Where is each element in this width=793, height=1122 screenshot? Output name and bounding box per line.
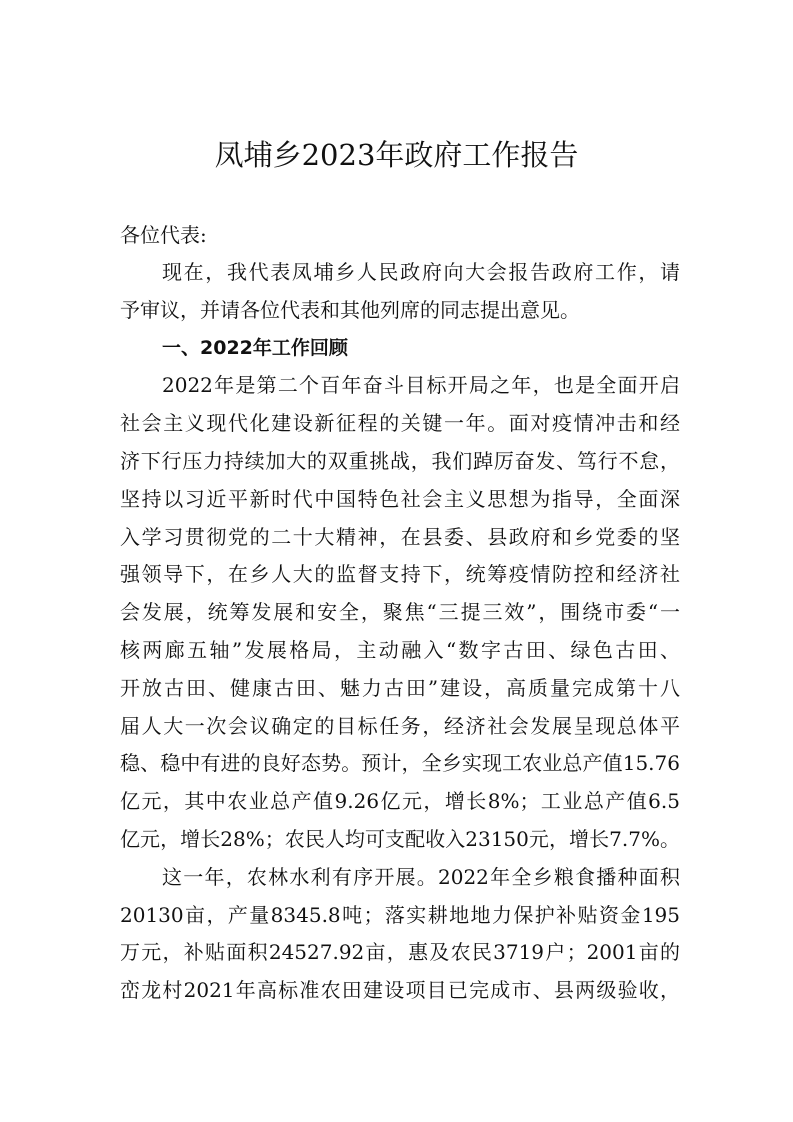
paragraph-line: 开放古田、健康古田、魅力古田”建设，高质量完成第十八 xyxy=(120,675,680,700)
paragraph-line: 坚持以习近平新时代中国特色社会主义思想为指导，全面深 xyxy=(120,486,680,511)
paragraph-line: 亿元，其中农业总产值9.26亿元，增长8%；工业总产值6.5 xyxy=(120,789,680,814)
paragraph-line: 核两廊五轴”发展格局，主动融入“数字古田、绿色古田、 xyxy=(120,638,680,662)
paragraph-line: 届人大一次会议确定的目标任务，经济社会发展呈现总体平 xyxy=(120,713,680,738)
paragraph-line: 亿元，增长28%；农民人均可支配收入23150元，增长7.7%。 xyxy=(120,827,680,851)
paragraph-line: 入学习贯彻党的二十大精神，在县委、县政府和乡党委的坚 xyxy=(120,524,680,549)
paragraph-line: 这一年，农林水利有序开展。2022年全乡粮食播种面积 xyxy=(162,864,680,889)
salutation: 各位代表: xyxy=(120,223,207,247)
paragraph-line: 2022年是第二个百年奋斗目标开局之年，也是全面开启 xyxy=(162,373,680,398)
section-heading: 一、2022年工作回顾 xyxy=(162,336,348,359)
paragraph-line: 济下行压力持续加大的双重挑战，我们踔厉奋发、笃行不怠， xyxy=(120,449,680,473)
paragraph-line: 强领导下，在乡人大的监督支持下，统筹疫情防控和经济社 xyxy=(120,562,680,587)
paragraph-line: 20130亩，产量8345.8吨；落实耕地地力保护补贴资金195 xyxy=(120,902,680,927)
paragraph-line: 会发展，统筹发展和安全，聚焦“三提三效”，围绕市委“一 xyxy=(120,600,680,625)
paragraph-line: 峦龙村2021年高标准农田建设项目已完成市、县两级验收， xyxy=(120,978,680,1003)
paragraph-line: 稳、稳中有进的良好态势。预计，全乡实现工农业总产值15.76 xyxy=(120,751,680,776)
document-title: 凤埔乡2023年政府工作报告 xyxy=(214,138,579,172)
paragraph-line: 社会主义现代化建设新征程的关键一年。面对疫情冲击和经 xyxy=(120,411,680,436)
paragraph-line: 现在，我代表凤埔乡人民政府向大会报告政府工作，请 xyxy=(162,260,680,284)
paragraph-line: 予审议，并请各位代表和其他列席的同志提出意见。 xyxy=(120,297,580,322)
paragraph-line: 万元，补贴面积24527.92亩，惠及农民3719户；2001亩的 xyxy=(120,940,680,965)
